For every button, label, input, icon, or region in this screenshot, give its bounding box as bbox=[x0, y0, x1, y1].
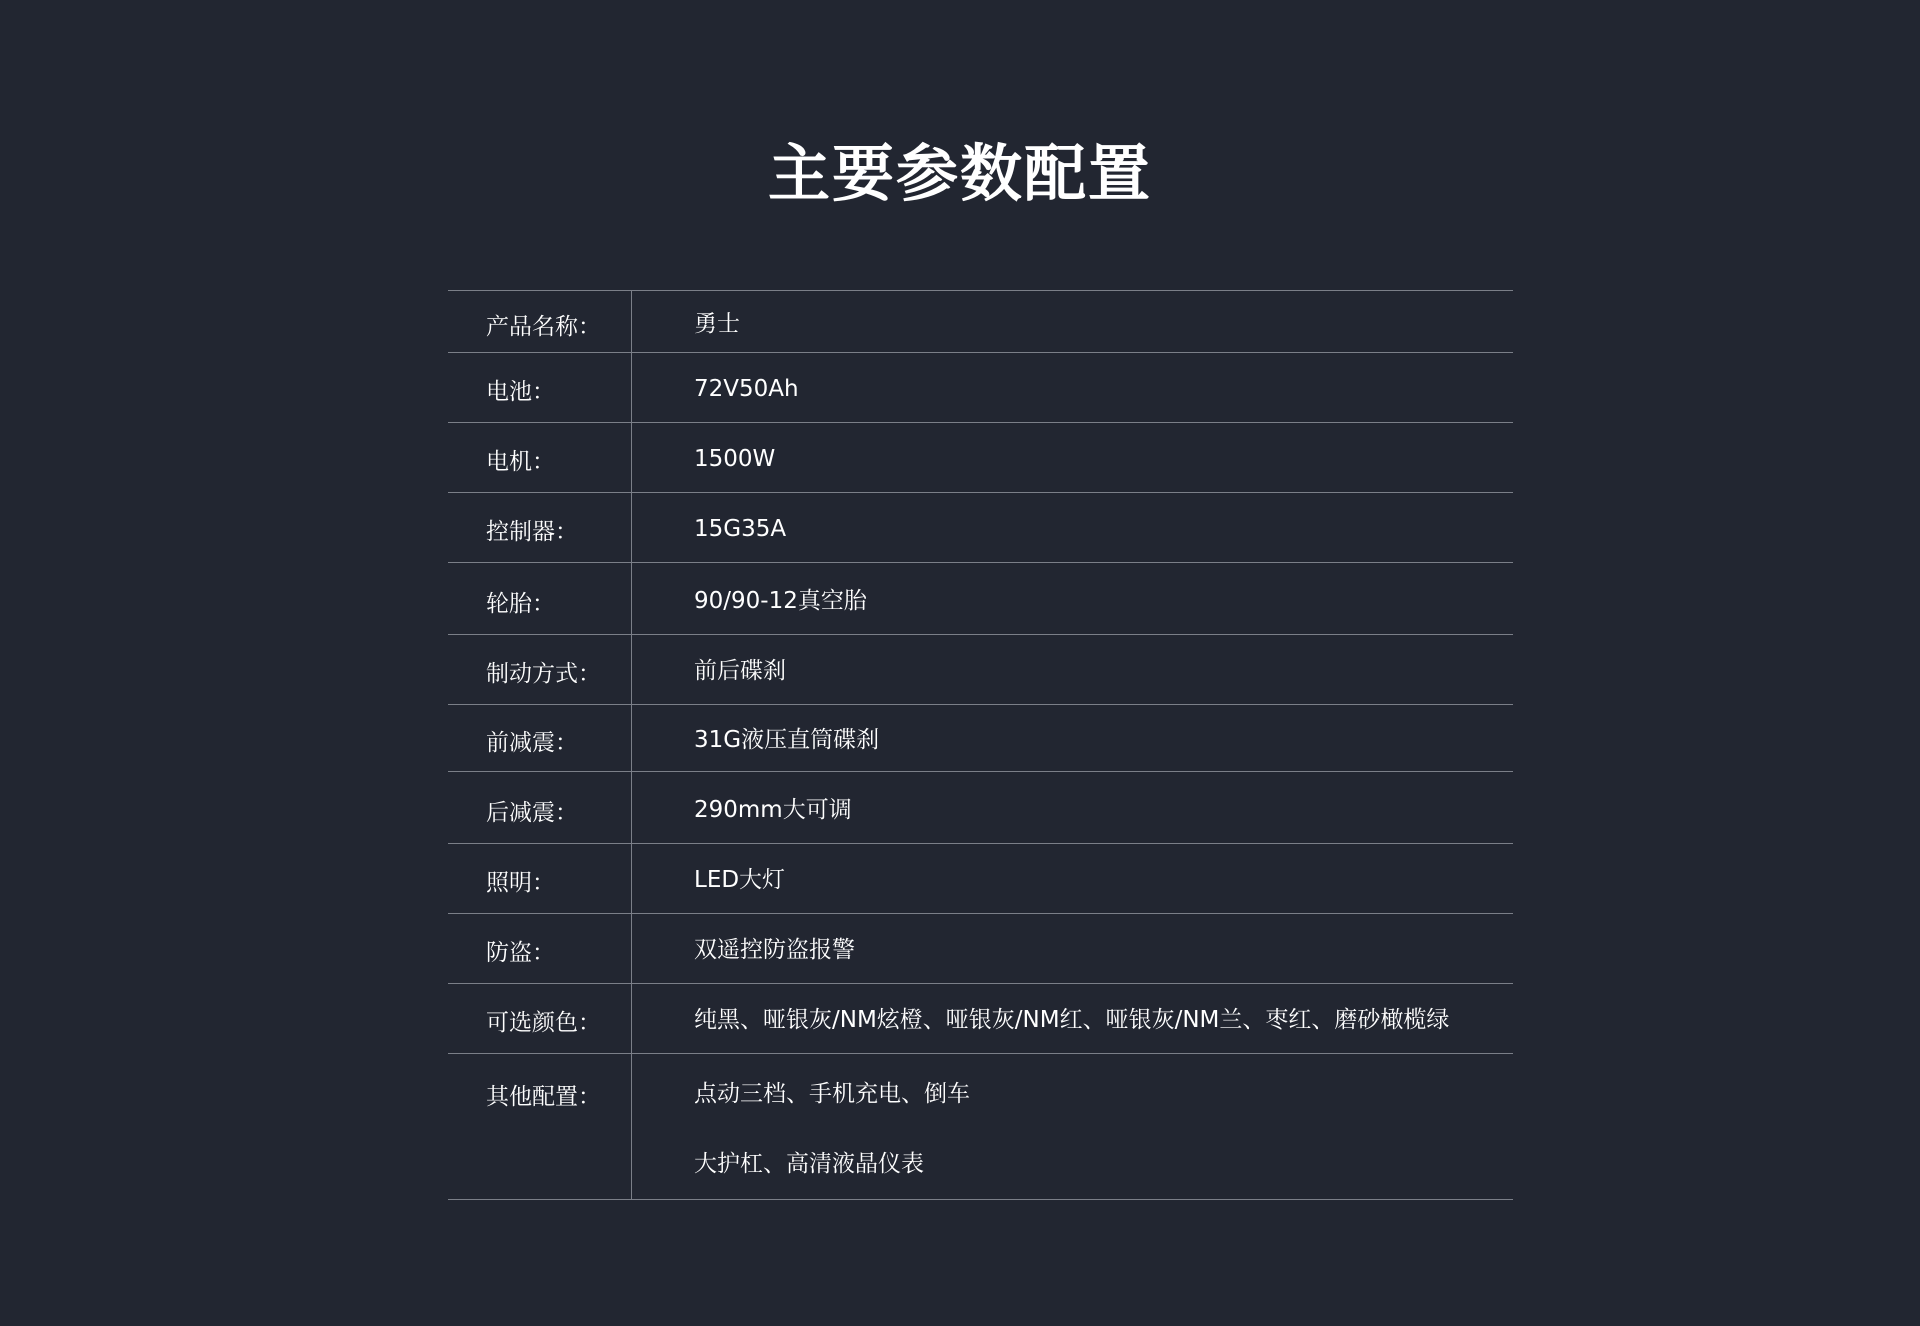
spec-value bbox=[632, 705, 1513, 771]
spec-label: 产品名称： bbox=[448, 291, 632, 352]
spec-label: 电机： bbox=[448, 423, 632, 492]
spec-value-line: 勇士 bbox=[694, 311, 740, 337]
spec-row bbox=[448, 493, 1513, 563]
spec-value bbox=[632, 772, 1513, 843]
spec-value bbox=[632, 563, 1513, 634]
spec-value-line: 双遥控防盗报警 bbox=[694, 937, 855, 963]
spec-value-line: LED大灯 bbox=[694, 867, 786, 893]
spec-row bbox=[448, 844, 1513, 914]
spec-value-line: 点动三档、手机充电、倒车 bbox=[694, 1081, 970, 1107]
spec-label: 电池： bbox=[448, 353, 632, 422]
spec-value-line: 大护杠、高清液晶仪表 bbox=[694, 1151, 924, 1177]
spec-label: 轮胎： bbox=[448, 563, 632, 634]
spec-row bbox=[448, 914, 1513, 984]
spec-row bbox=[448, 563, 1513, 635]
spec-value-line: 290mm大可调 bbox=[694, 797, 852, 823]
spec-value bbox=[632, 984, 1513, 1053]
spec-row bbox=[448, 772, 1513, 844]
spec-value-line: 90/90-12真空胎 bbox=[694, 588, 867, 614]
spec-value-line: 1500W bbox=[694, 446, 776, 472]
spec-row bbox=[448, 423, 1513, 493]
spec-label: 可选颜色： bbox=[448, 984, 632, 1053]
spec-value-line: 纯黑、哑银灰/NM炫橙、哑银灰/NM红、哑银灰/NM兰、枣红、磨砂橄榄绿 bbox=[694, 1007, 1450, 1033]
spec-row bbox=[448, 984, 1513, 1054]
spec-value bbox=[632, 291, 1513, 352]
spec-value bbox=[632, 493, 1513, 562]
spec-value bbox=[632, 1054, 1513, 1199]
spec-value-line: 前后碟刹 bbox=[694, 658, 786, 684]
spec-row bbox=[448, 353, 1513, 423]
spec-row bbox=[448, 291, 1513, 353]
spec-label: 后减震： bbox=[448, 772, 632, 843]
spec-row bbox=[448, 705, 1513, 772]
spec-value bbox=[632, 423, 1513, 492]
spec-value bbox=[632, 914, 1513, 983]
spec-value bbox=[632, 353, 1513, 422]
spec-value-line: 31G液压直筒碟刹 bbox=[694, 727, 880, 753]
spec-label: 前减震： bbox=[448, 705, 632, 771]
spec-label: 制动方式： bbox=[448, 635, 632, 704]
spec-row bbox=[448, 1054, 1513, 1200]
spec-row bbox=[448, 635, 1513, 705]
spec-label: 控制器： bbox=[448, 493, 632, 562]
spec-label: 其他配置： bbox=[448, 1054, 632, 1199]
spec-label: 照明： bbox=[448, 844, 632, 913]
spec-table bbox=[448, 290, 1513, 1200]
spec-value bbox=[632, 635, 1513, 704]
spec-value-line: 15G35A bbox=[694, 516, 787, 542]
spec-value-line: 72V50Ah bbox=[694, 376, 799, 402]
page-title: 主要参数配置 bbox=[767, 136, 1152, 210]
spec-value bbox=[632, 844, 1513, 913]
spec-label: 防盗： bbox=[448, 914, 632, 983]
